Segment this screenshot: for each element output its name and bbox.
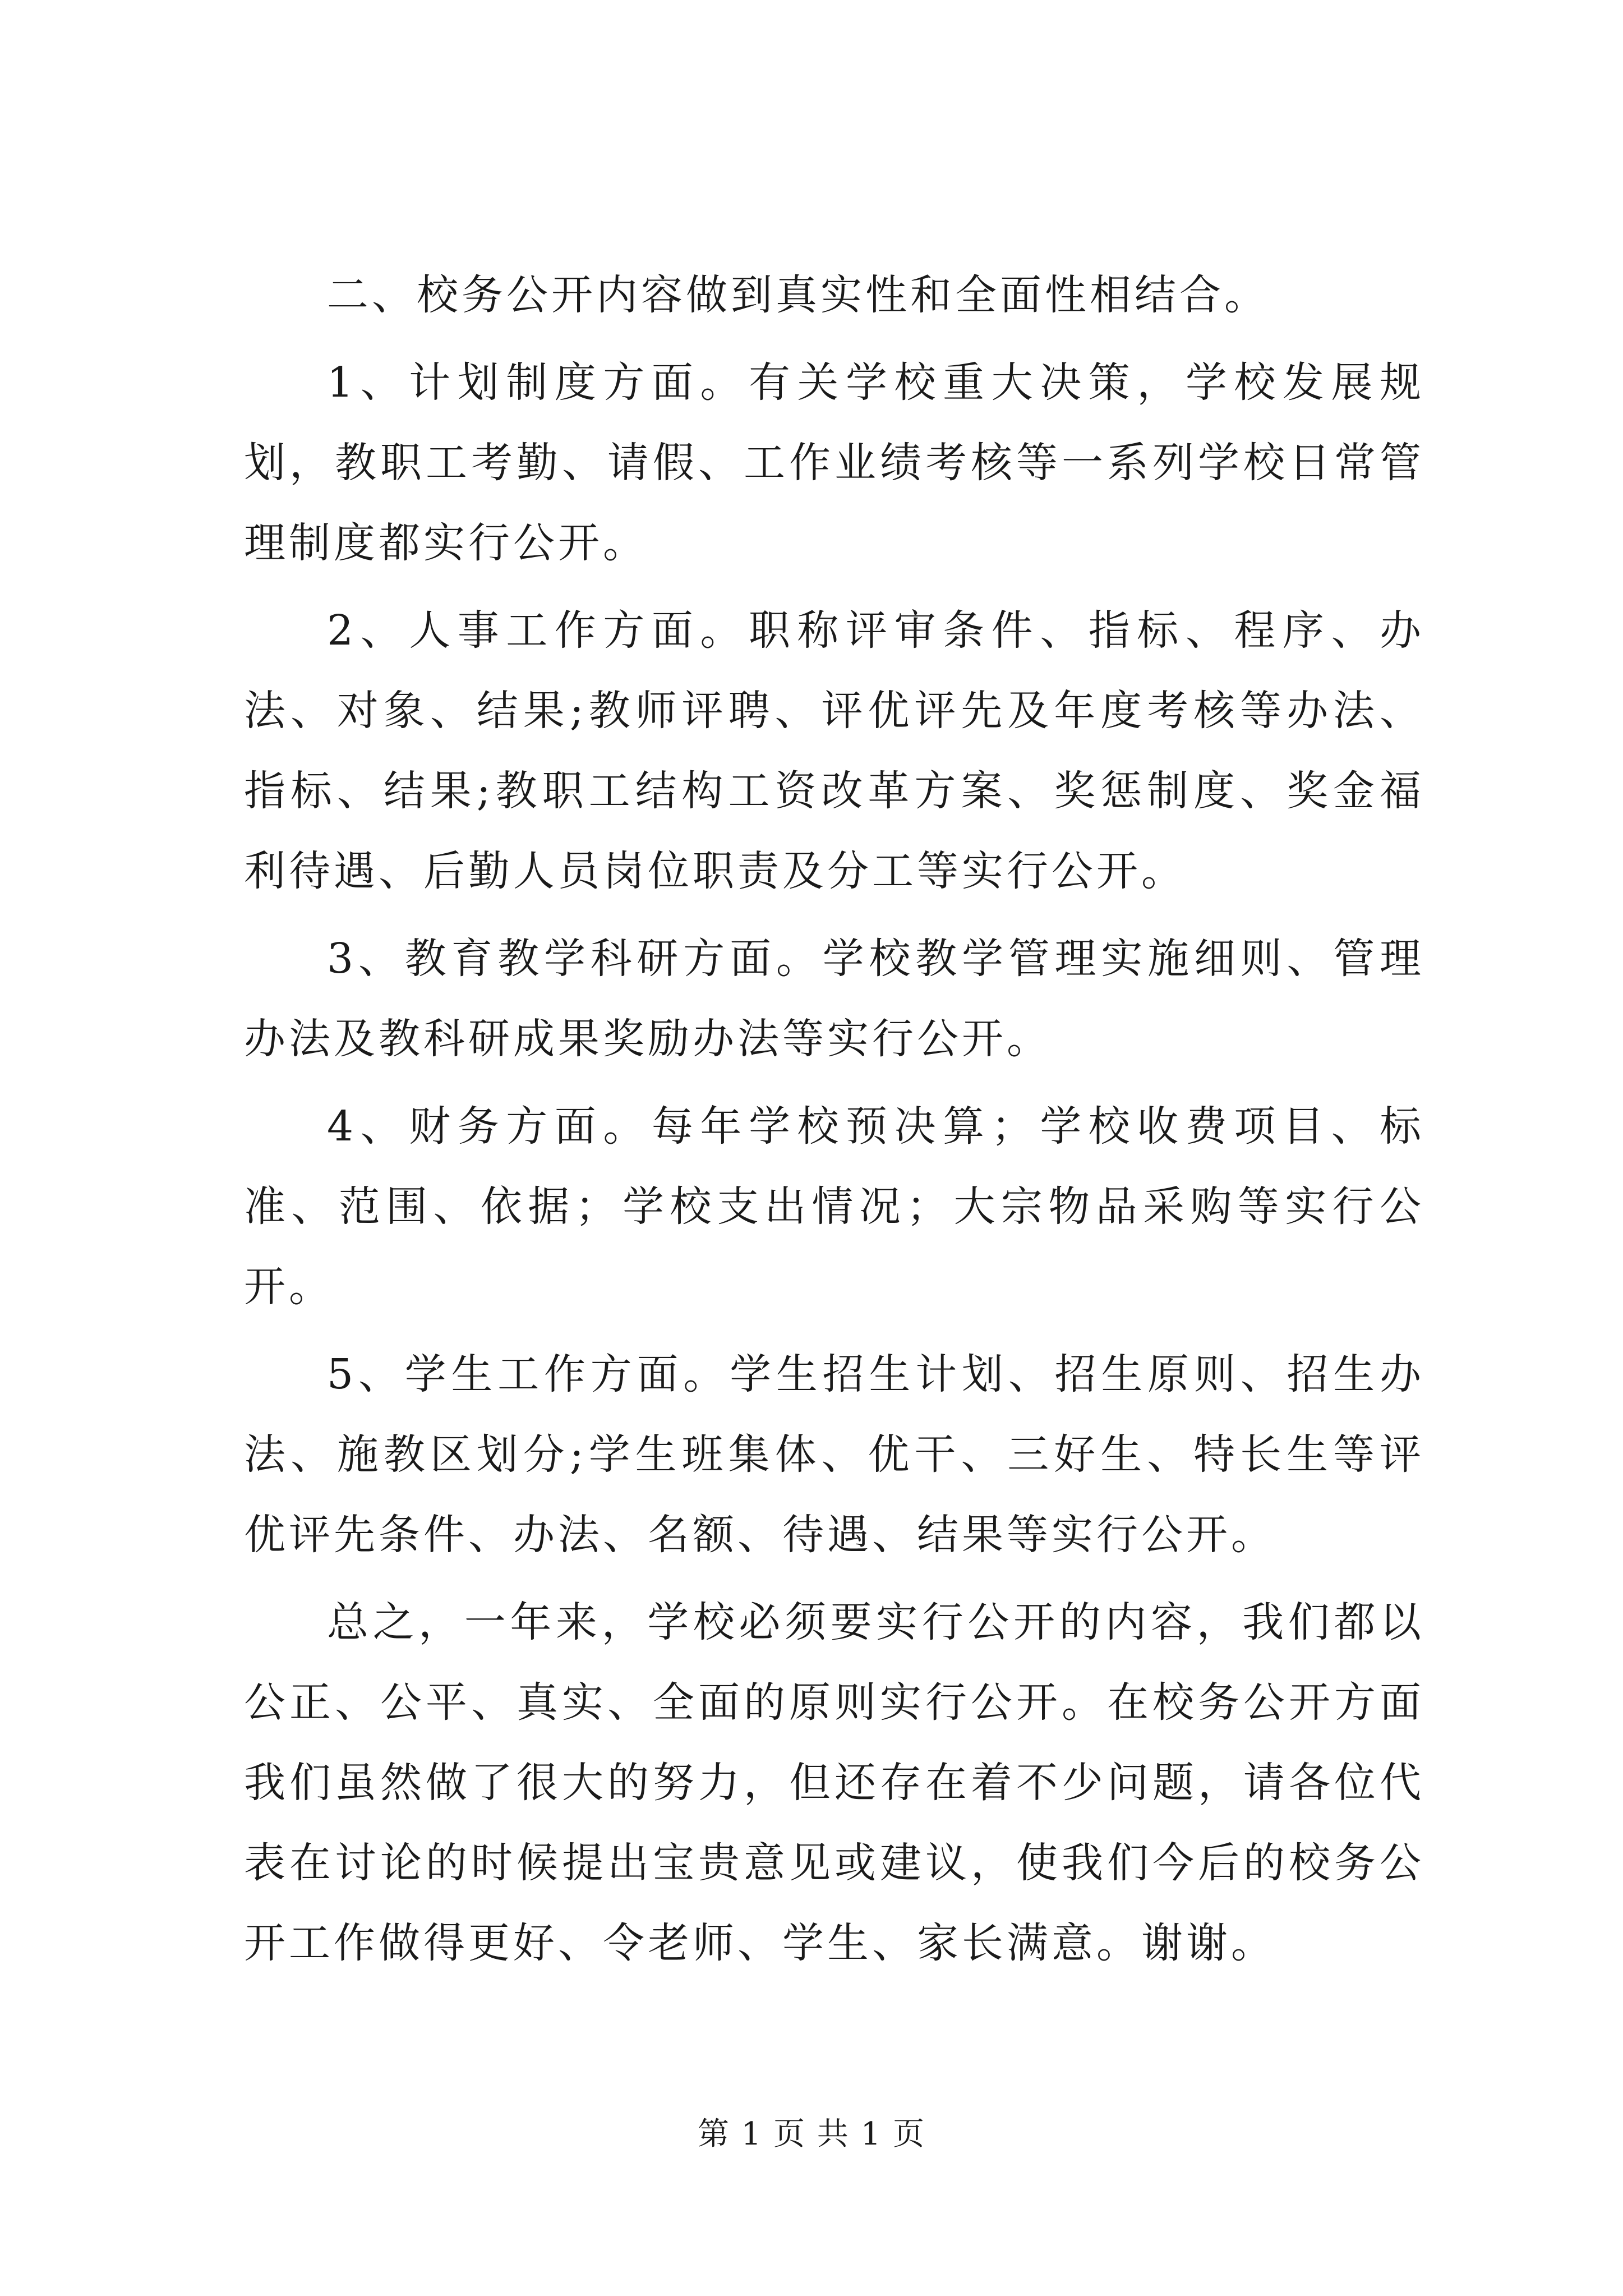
- page-footer: 第 1 页 共 1 页: [697, 2116, 926, 2152]
- paragraph-section-heading: 二、校务公开内容做到真实性和全面性相结合。: [327, 271, 1269, 319]
- paragraph-planning-system: 1、计划制度方面。有关学校重大决策，学校发展规划，教职工考勤、请假、工作业绩考核等一系列学校日常管理制度都实行公开。: [244, 358, 1424, 567]
- paragraph-finance: 4、财务方面。每年学校预决算；学校收费项目、标准、范围、依据；学校支出情况；大宗物品采购等实行公开。: [244, 1102, 1424, 1311]
- paragraph-student-work: 5、学生工作方面。学生招生计划、招生原则、招生办法、施教区划分;学生班集体、优干、三好生、特长生等评优评先条件、办法、名额、待遇、结果等实行公开。: [244, 1350, 1424, 1559]
- paragraph-personnel: 2、人事工作方面。职称评审条件、指标、程序、办法、对象、结果;教师评聘、评优评先及年度考核等办法、指标、结果;教职工结构工资改革方案、奖惩制度、奖金福利待遇、后勤人员岗位职责及分工等实行公开。: [244, 606, 1424, 895]
- document-body: [244, 255, 1424, 1991]
- paragraph-summary: 总之，一年来，学校必须要实行公开的内容，我们都以公正、公平、真实、全面的原则实行公开。在校务公开方面我们虽然做了很大的努力，但还存在着不少问题，请各位代表在讨论的时候提出宝贵意见或建议，使我们今后的校务公开工作做得更好、令老师、学生、家长满意。谢谢。: [244, 1598, 1424, 1967]
- paragraph-education-research: 3、教育教学科研方面。学校教学管理实施细则、管理办法及教科研成果奖励办法等实行公开。: [244, 935, 1424, 1063]
